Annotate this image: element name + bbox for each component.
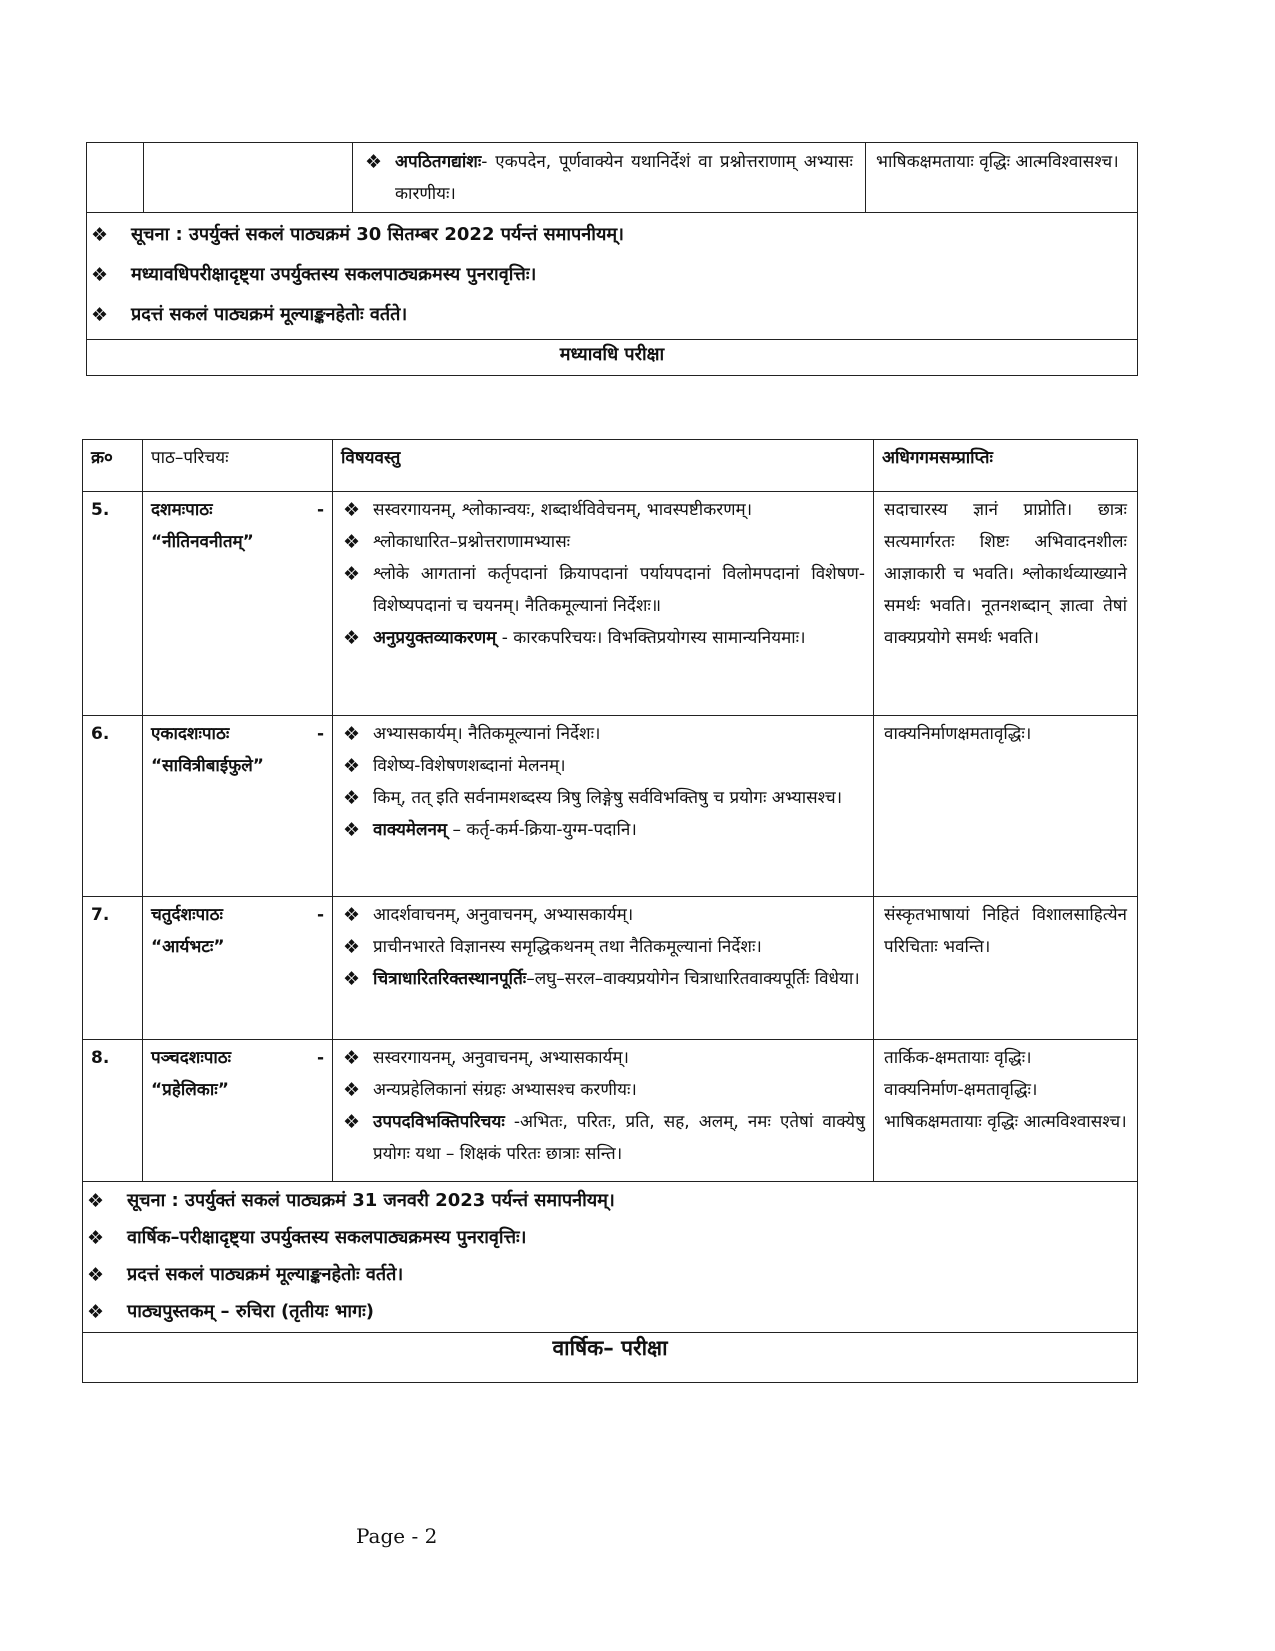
outcome-cell: तार्किक-क्षमतायाः वृद्धिः। वाक्यनिर्माण-क्षमतावृद्धिः। भाषिकक्षमतायाः वृद्धिः आत्मविश्वासश्च। — [874, 1040, 1138, 1182]
note-text: वार्षिक–परीक्षादृष्ट्या उपर्युक्तस्य सकलपाठ्यक्रमस्य पुनरावृत्तिः। — [127, 1226, 527, 1248]
lesson-dash: - — [316, 724, 324, 744]
row-number: 5. — [83, 492, 143, 716]
bullet-item: ❖ श्लोके आगतानां कर्तृपदानां क्रियापदानां पर्यायपदानां विलोमपदानां विशेषण-विशेष्यपदानां च चयनम्। नैतिकमूल्यानां निर्देशः॥ — [343, 558, 865, 622]
bullet-label: अपठितगद्यांशः — [395, 152, 482, 172]
lesson-name: चतुर्दशःपाठः — [151, 905, 223, 925]
lesson-title: “सावित्रीबाईफुले” — [151, 756, 264, 776]
lesson-title: “आर्यभटः” — [151, 937, 225, 957]
empty-cell — [87, 143, 144, 213]
diamond-bullet-icon: ❖ — [365, 151, 383, 173]
outcome-cell: वाक्यनिर्माणक्षमतावृद्धिः। — [874, 716, 1138, 897]
diamond-bullet-icon: ❖ — [343, 1047, 361, 1069]
note-text: मध्यावधिपरीक्षादृष्ट्या उपर्युक्तस्य सकलपाठ्यक्रमस्य पुनरावृत्तिः। — [131, 264, 537, 285]
diamond-bullet-icon: ❖ — [343, 563, 361, 585]
note-item — [87, 295, 1137, 335]
table-row — [83, 716, 1138, 897]
diamond-bullet-icon: ❖ — [91, 304, 109, 326]
diamond-bullet-icon: ❖ — [343, 787, 361, 809]
table-syllabus — [82, 439, 1138, 1383]
content-cell — [333, 492, 874, 716]
note-text: प्रदत्तं सकलं पाठ्यक्रमं मूल्याङ्कनहेतोः वर्तते। — [127, 1263, 404, 1285]
outcome-cell: सदाचारस्य ज्ञानं प्राप्नोति। छात्रः सत्यमार्गरतः शिष्टः अभिवादनशीलः आज्ञाकारी च भवति। श्लोकार्थव्याख्याने समर्थः भवति। नूतनशब्दान् ज्ञात्वा तेषां वाक्यप्रयोगे समर्थः भवति। — [874, 492, 1138, 716]
bullet-item: ❖ अनुप्रयुक्तव्याकरणम् - कारकपरिचयः। विभक्तिप्रयोगस्य सामान्यनियमाः। — [343, 622, 865, 654]
diamond-bullet-icon: ❖ — [91, 264, 109, 286]
outcome-cell: संस्कृतभाषायां निहितं विशालसाहित्येन परिचिताः भवन्ति। — [874, 897, 1138, 1040]
diamond-bullet-icon: ❖ — [87, 1300, 105, 1323]
content-cell — [333, 716, 874, 897]
notes-cell — [83, 1182, 1138, 1333]
exam-title: वार्षिक– परीक्षा — [83, 1333, 1138, 1383]
note-text: सूचना : उपर्युक्तं सकलं पाठ्यक्रमं 30 सितम्बर 2022 पर्यन्तं समापनीयम्। — [131, 224, 624, 245]
bullet-item: ❖ श्लोकाधारित–प्रश्नोत्तराणामभ्यासः — [343, 526, 865, 558]
content-cell — [333, 1040, 874, 1182]
bullet-item: ❖ आदर्शवाचनम्, अनुवाचनम्, अभ्यासकार्यम्। — [343, 899, 865, 931]
header-content: विषयवस्तु — [333, 440, 874, 492]
note-item — [83, 1293, 1137, 1330]
bullet-text: - एकपदेन, पूर्णवाक्येन यथानिर्देशं वा प्रश्नोत्तराणाम् अभ्यासः कारणीयः। — [395, 152, 853, 204]
diamond-bullet-icon: ❖ — [343, 755, 361, 777]
diamond-bullet-icon: ❖ — [343, 819, 361, 841]
header-num: क्र० — [83, 440, 143, 492]
bullet-item: ❖ वाक्यमेलनम् – कर्तृ-कर्म-क्रिया-युग्म-पदानि। — [343, 814, 865, 846]
diamond-bullet-icon: ❖ — [343, 723, 361, 745]
diamond-bullet-icon: ❖ — [343, 531, 361, 553]
diamond-bullet-icon: ❖ — [343, 627, 361, 649]
bullet-item: ❖ किम्, तत् इति सर्वनामशब्दस्य त्रिषु लिङ्गेषु सर्वविभक्तिषु च प्रयोगः अभ्यासश्च। — [343, 782, 865, 814]
content-cell — [353, 143, 866, 213]
bullet-item: ❖ अभ्यासकार्यम्। नैतिकमूल्यानां निर्देशः। — [343, 718, 865, 750]
header-outcome: अधिगगमसम्प्राप्तिः — [874, 440, 1138, 492]
diamond-bullet-icon: ❖ — [343, 904, 361, 926]
diamond-bullet-icon: ❖ — [343, 968, 361, 990]
lesson-cell — [143, 1040, 333, 1182]
bullet-item: ❖ सस्वरगायनम्, श्लोकान्वयः, शब्दार्थविवेचनम्, भावस्पष्टीकरणम्। — [343, 494, 865, 526]
lesson-title: “प्रहेलिकाः” — [151, 1080, 229, 1100]
note-item — [87, 215, 1137, 255]
header-row — [83, 440, 1138, 492]
note-item — [83, 1182, 1137, 1219]
note-text: सूचना : उपर्युक्तं सकलं पाठ्यक्रमं 31 जनवरी 2023 पर्यन्तं समापनीयम्। — [127, 1189, 615, 1211]
bullet-item: ❖ प्राचीनभारते विज्ञानस्य समृद्धिकथनम् तथा नैतिकमूल्यानां निर्देशः। — [343, 931, 865, 963]
diamond-bullet-icon: ❖ — [91, 224, 109, 246]
bullet-item: ❖ अन्यप्रहेलिकानां संग्रहः अभ्यासश्च करणीयः। — [343, 1074, 865, 1106]
lesson-name: पञ्चदशःपाठः — [151, 1048, 232, 1068]
diamond-bullet-icon: ❖ — [87, 1263, 105, 1286]
empty-cell — [144, 143, 353, 213]
lesson-title: “नीतिनवनीतम्” — [151, 532, 254, 552]
notes-row — [87, 213, 1138, 340]
table-top — [86, 142, 1138, 376]
lesson-name: दशमःपाठः — [151, 500, 213, 520]
content-cell — [333, 897, 874, 1040]
note-text: पाठ्यपुस्तकम् – रुचिरा (तृतीयः भागः) — [127, 1300, 375, 1322]
notes-cell — [87, 213, 1138, 340]
table-row — [83, 897, 1138, 1040]
row-number: 6. — [83, 716, 143, 897]
row-number: 7. — [83, 897, 143, 1040]
exam-title: मध्यावधि परीक्षा — [87, 340, 1138, 376]
lesson-cell — [143, 492, 333, 716]
diamond-bullet-icon: ❖ — [343, 499, 361, 521]
note-item — [87, 255, 1137, 295]
note-item — [83, 1256, 1137, 1293]
exam-row — [87, 340, 1138, 376]
note-text: प्रदत्तं सकलं पाठ्यक्रमं मूल्याङ्कनहेतोः वर्तते। — [131, 304, 408, 325]
diamond-bullet-icon: ❖ — [343, 1079, 361, 1101]
row-number: 8. — [83, 1040, 143, 1182]
bullet-item: ❖ उपपदविभक्तिपरिचयः -अभितः, परितः, प्रति, सह, अलम्, नमः एतेषां वाक्येषु प्रयोगः यथा – शिक्षकं परितः छात्राः सन्ति। — [343, 1106, 865, 1170]
table-row — [83, 492, 1138, 716]
lesson-dash: - — [316, 500, 324, 520]
diamond-bullet-icon: ❖ — [87, 1189, 105, 1212]
diamond-bullet-icon: ❖ — [343, 936, 361, 958]
lesson-cell — [143, 897, 333, 1040]
exam-row — [83, 1333, 1138, 1383]
diamond-bullet-icon: ❖ — [343, 1111, 361, 1133]
diamond-bullet-icon: ❖ — [87, 1226, 105, 1249]
lesson-name: एकादशःपाठः — [151, 724, 230, 744]
notes-row — [83, 1182, 1138, 1333]
bullet-item: ❖ चित्राधारितरिक्तस्थानपूर्तिः–लघु–सरल–वाक्यप्रयोगेन चित्राधारितवाक्यपूर्तिः विधेया। — [343, 963, 865, 995]
page-number: Page - 2 — [356, 1524, 438, 1548]
header-lesson: पाठ–परिचयः — [143, 440, 333, 492]
bullet-item: ❖ विशेष्य-विशेषणशब्दानां मेलनम्। — [343, 750, 865, 782]
table-row — [83, 1040, 1138, 1182]
lesson-dash: - — [316, 1048, 324, 1068]
lesson-cell — [143, 716, 333, 897]
bullet-item — [365, 146, 853, 210]
note-item — [83, 1219, 1137, 1256]
outcome-cell: भाषिकक्षमतायाः वृद्धिः आत्मविश्वासश्च। — [866, 143, 1138, 213]
lesson-dash: - — [316, 905, 324, 925]
table-row — [87, 143, 1138, 213]
bullet-item: ❖ सस्वरगायनम्, अनुवाचनम्, अभ्यासकार्यम्। — [343, 1042, 865, 1074]
